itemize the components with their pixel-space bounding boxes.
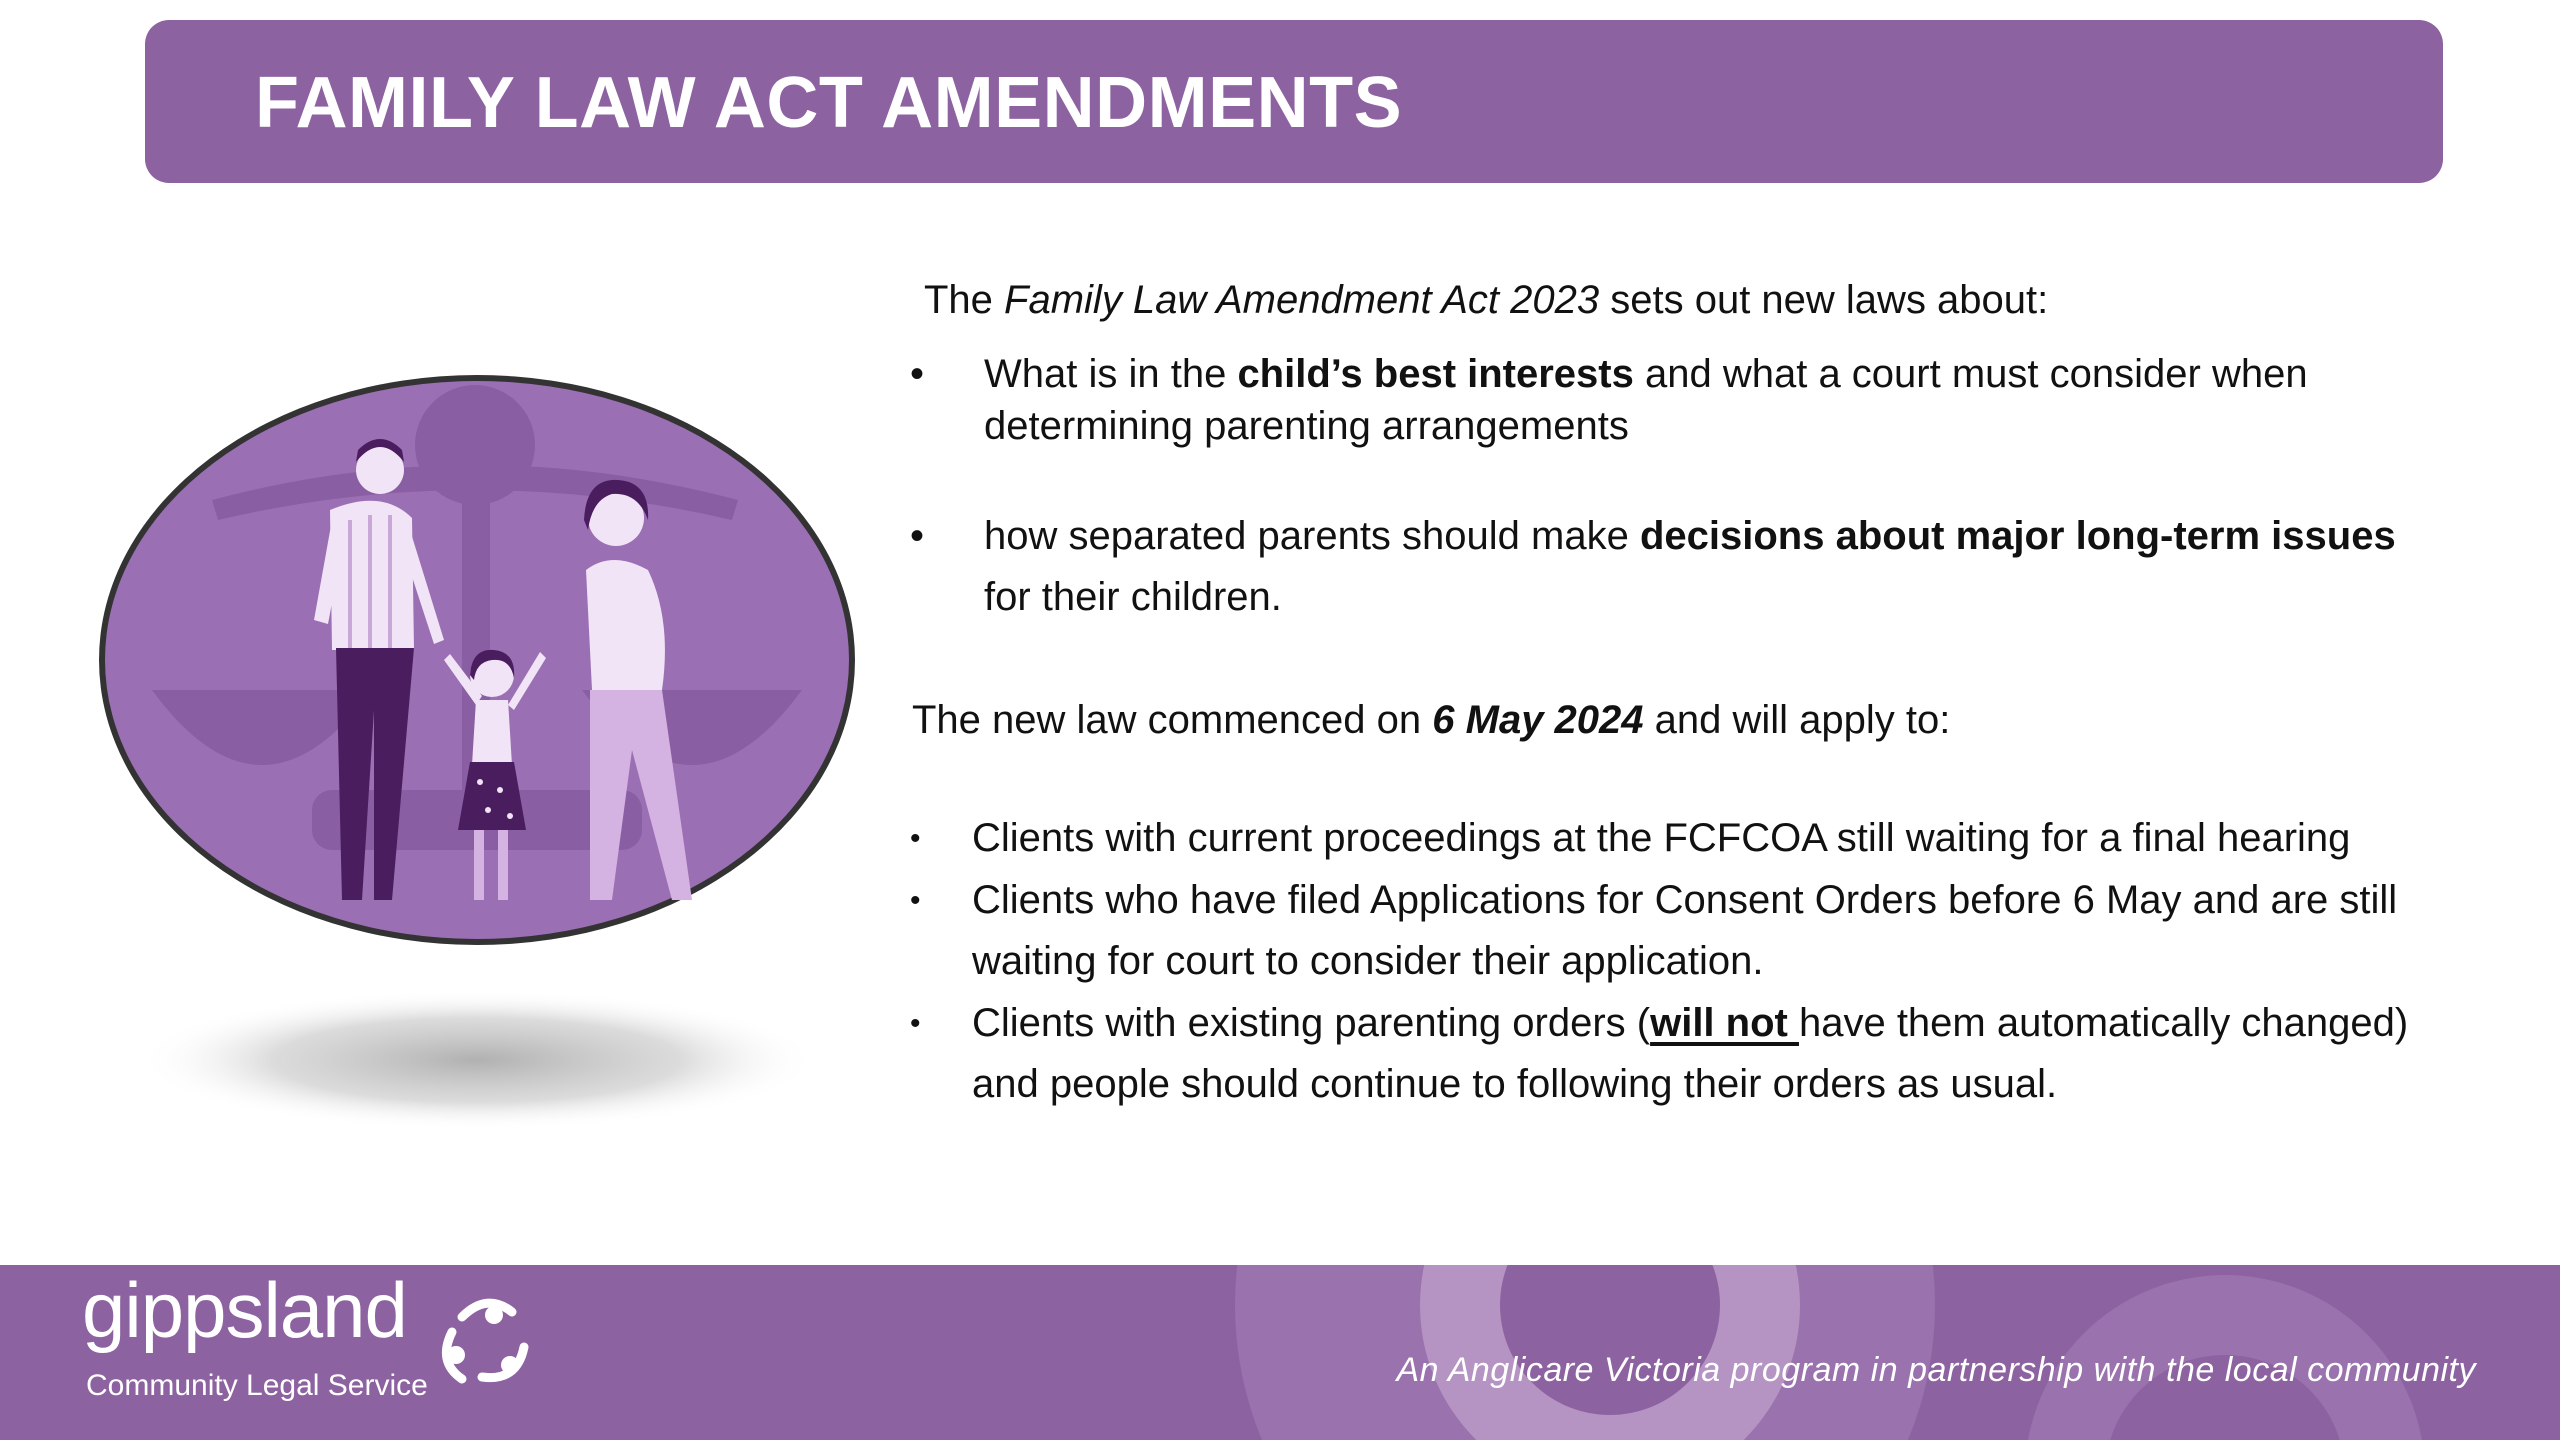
footer-tagline: An Anglicare Victoria program in partnership with the local community <box>1396 1351 2476 1389</box>
act-name: Family Law Amendment Act 2023 <box>1004 278 1600 322</box>
bullet-icon: • <box>910 1007 921 1040</box>
intro-line: The Family Law Amendment Act 2023 sets out new laws about: <box>924 278 2049 322</box>
title-banner <box>145 20 2443 183</box>
bullet-icon: • <box>910 884 921 917</box>
page-title: FAMILY LAW ACT AMENDMENTS <box>255 63 1403 143</box>
commencement-line: The new law commenced on 6 May 2024 and will apply to: <box>912 698 1951 742</box>
will-not-emphasis: will not <box>1650 1001 1799 1045</box>
bullet-icon: • <box>910 352 925 396</box>
family-illustration <box>92 370 862 1150</box>
footer <box>0 1265 2560 1440</box>
gippsland-logo-icon <box>432 1287 542 1397</box>
bullet-icon: • <box>910 822 921 855</box>
logo-wordmark: gippsland <box>82 1266 407 1354</box>
logo-subtitle: Community Legal Service <box>86 1369 428 1402</box>
commencement-date: 6 May 2024 <box>1432 698 1644 742</box>
illustration-shadow <box>137 990 817 1130</box>
bullet-icon: • <box>910 514 925 558</box>
